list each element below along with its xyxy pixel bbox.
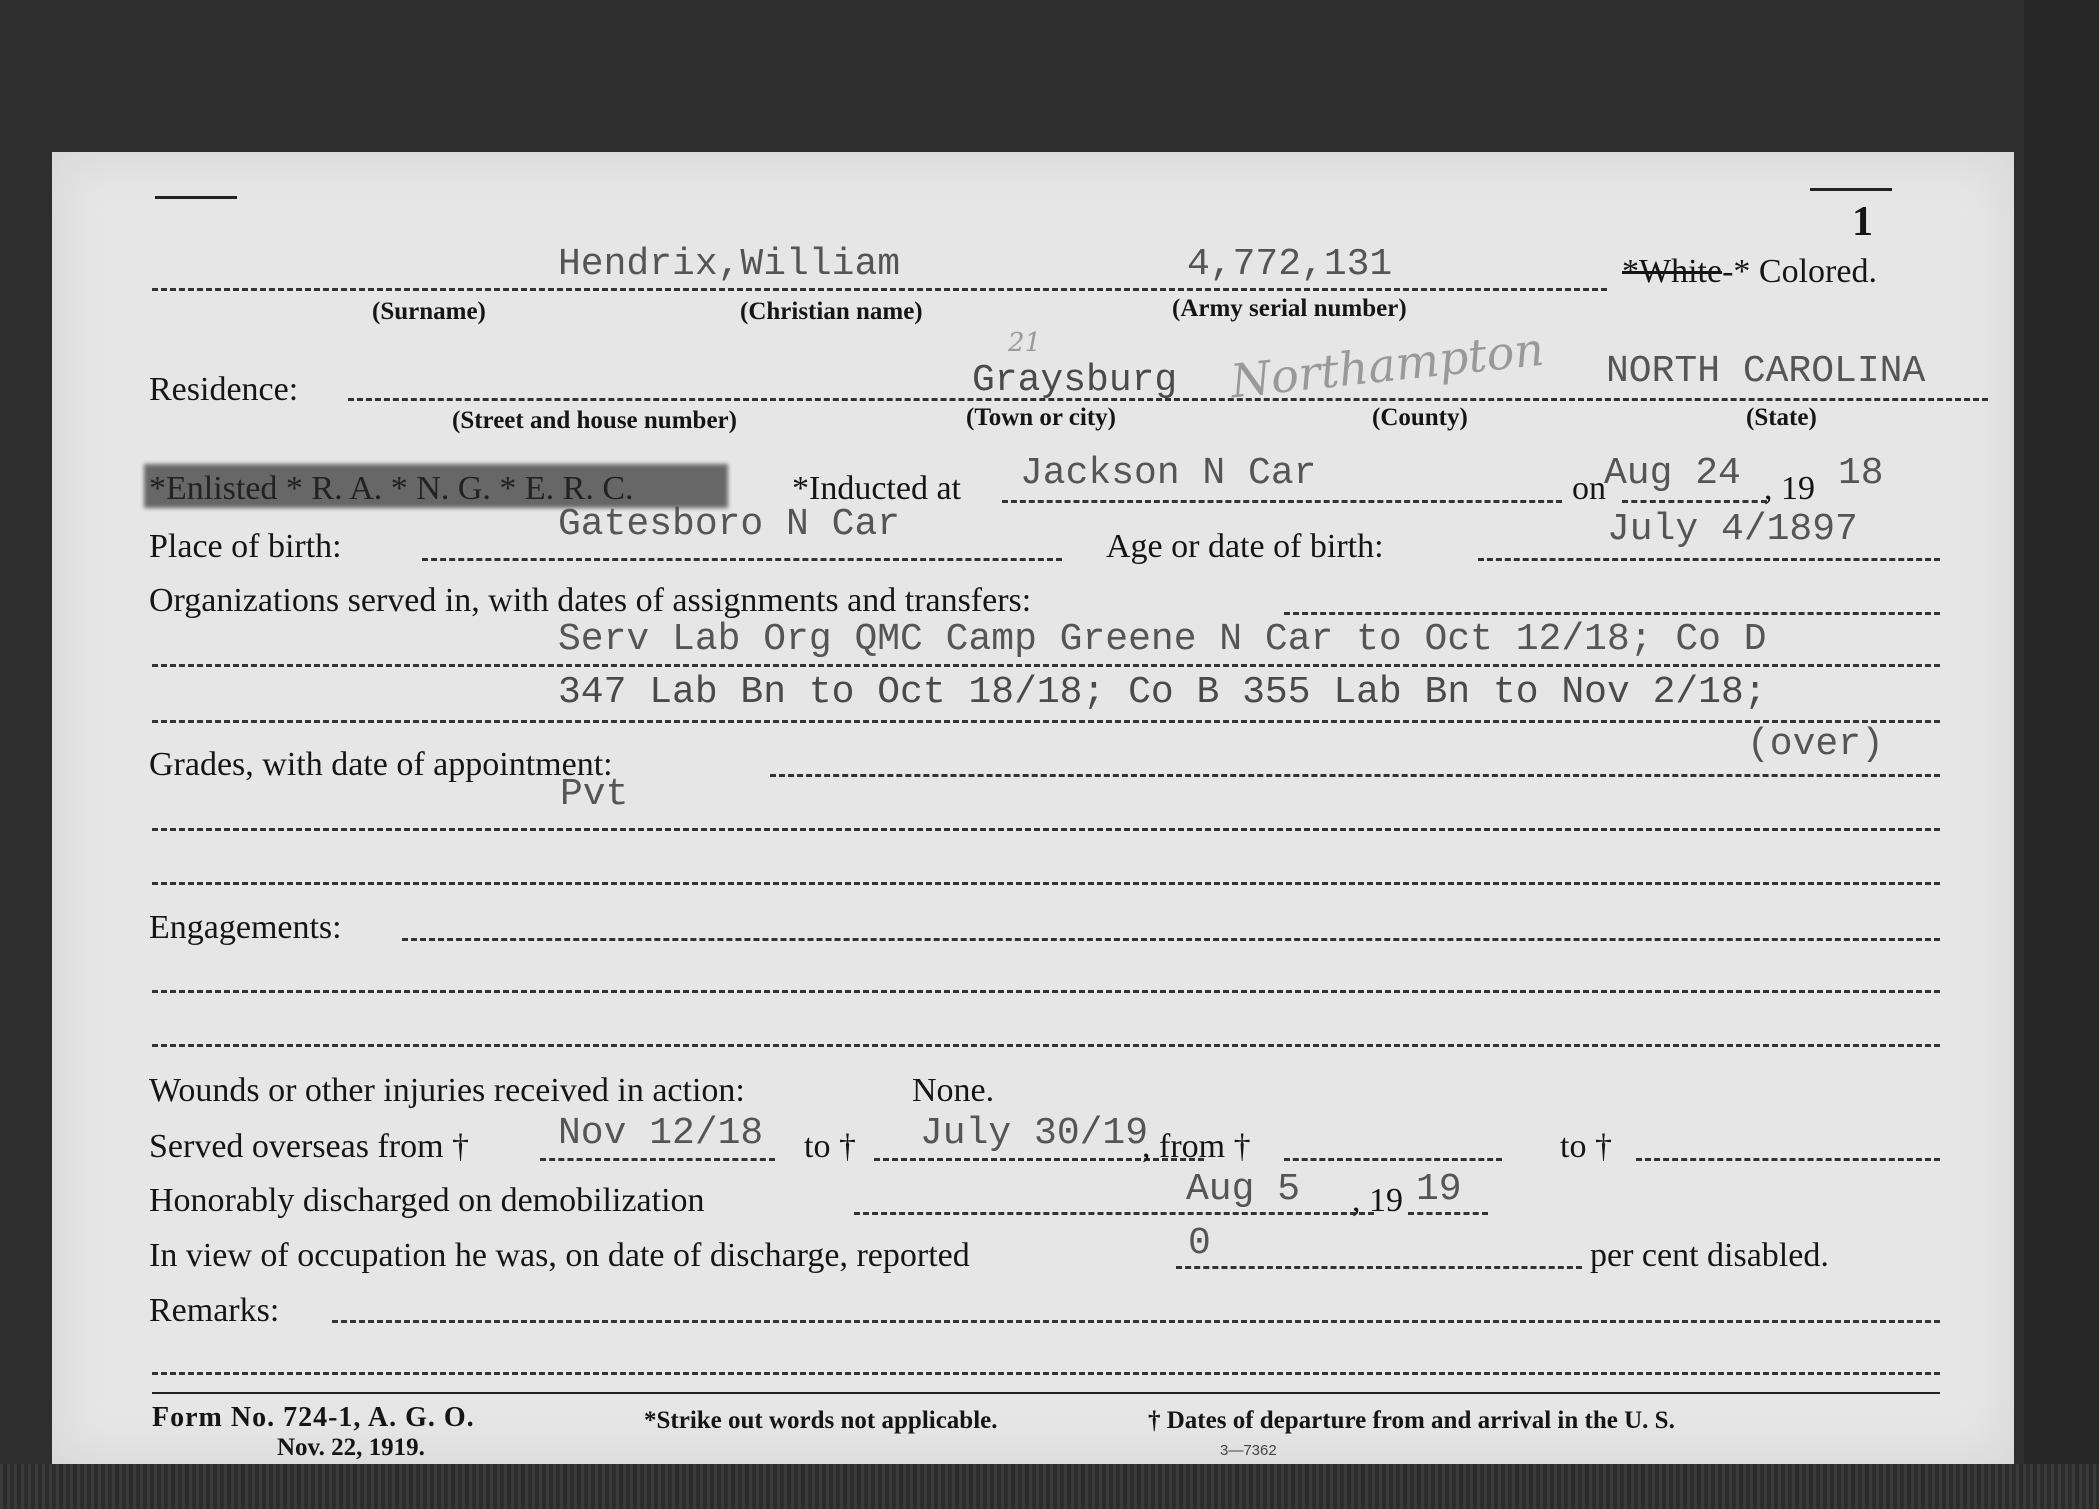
- overseas-from2-line: [1284, 1158, 1502, 1161]
- remarks-line: [152, 1372, 1940, 1375]
- discharge-year: 19: [1416, 1168, 1462, 1211]
- footer-rule: [152, 1392, 1940, 1394]
- overseas-label: Served overseas from †: [149, 1128, 470, 1165]
- overseas-from2-label: , from †: [1142, 1128, 1251, 1165]
- caption-surname: (Surname): [372, 298, 486, 325]
- caption-street: (Street and house number): [452, 407, 737, 434]
- induction-date-line: [1622, 500, 1767, 503]
- induction-date: Aug 24: [1604, 452, 1741, 495]
- discharge-date: Aug 5: [1186, 1168, 1301, 1211]
- engagements-line: [402, 938, 1940, 941]
- residence-county: Northampton: [1228, 321, 1547, 409]
- place-of-birth-label: Place of birth:: [149, 528, 342, 565]
- organizations-line-1: Serv Lab Org QMC Camp Greene N Car to Oct 12/18; Co D: [558, 618, 1767, 661]
- organizations-line: [152, 664, 1940, 667]
- disability-suffix: per cent disabled.: [1590, 1237, 1829, 1274]
- residence-label: Residence:: [149, 371, 299, 408]
- wounds-value: None.: [912, 1072, 995, 1109]
- overseas-to-label: to †: [804, 1128, 856, 1165]
- birth-date-label: Age or date of birth:: [1106, 528, 1384, 565]
- induction-year: 18: [1838, 452, 1884, 495]
- organizations-label: Organizations served in, with dates of assignments and transfers:: [149, 582, 1032, 619]
- race-colored: * Colored.: [1733, 253, 1877, 290]
- form-number: Form No. 724-1, A. G. O.: [152, 1402, 475, 1433]
- inducted-label: *Inducted at: [792, 470, 961, 507]
- residence-state: NORTH CAROLINA: [1606, 350, 1926, 393]
- caption-christian-name: (Christian name): [740, 298, 923, 325]
- service-record-card: [52, 152, 2014, 1464]
- disability-label: In view of occupation he was, on date of discharge, reported: [149, 1237, 970, 1274]
- overseas-to2-label: to †: [1560, 1128, 1612, 1165]
- grades-line: [770, 774, 1940, 777]
- organizations-line-2: 347 Lab Bn to Oct 18/18; Co B 355 Lab Bn to Nov 2/18;: [558, 671, 1767, 714]
- caption-town: (Town or city): [966, 404, 1116, 431]
- wounds-label: Wounds or other injuries received in action:: [149, 1072, 745, 1109]
- birth-date: July 4/1897: [1607, 508, 1858, 551]
- caption-army-serial: (Army serial number): [1172, 295, 1407, 322]
- grade-value: Pvt: [560, 773, 629, 816]
- overseas-to-date: July 30/19: [920, 1112, 1149, 1155]
- overseas-to2-line: [1636, 1158, 1940, 1161]
- disability-value: 0: [1188, 1222, 1211, 1265]
- place-of-birth: Gatesboro N Car: [558, 503, 901, 546]
- discharge-year-prefix: , 19: [1352, 1182, 1403, 1219]
- soldier-name: Hendrix,William: [558, 243, 901, 286]
- race-separator: -: [1722, 253, 1734, 290]
- enlisted-options: *Enlisted * R. A. * N. G. * E. R. C.: [149, 470, 634, 507]
- card-number: 1: [1852, 199, 1873, 245]
- organizations-line: [1284, 612, 1940, 615]
- engagements-line: [152, 990, 1940, 993]
- overseas-from-line: [540, 1158, 775, 1161]
- engagements-label: Engagements:: [149, 909, 342, 946]
- form-date: Nov. 22, 1919.: [277, 1434, 425, 1461]
- organizations-line: [152, 720, 1940, 723]
- corner-dash: [155, 196, 237, 199]
- organizations-over-note: (over): [1747, 723, 1884, 766]
- background-textile: [0, 1464, 2099, 1509]
- race-white: *White: [1622, 253, 1723, 290]
- caption-county: (County): [1372, 404, 1468, 431]
- overseas-from-date: Nov 12/18: [558, 1112, 764, 1155]
- header-line: [152, 288, 1607, 291]
- town-note: 21: [1008, 328, 1042, 358]
- inducted-line: [1002, 500, 1562, 503]
- remarks-line: [332, 1320, 1940, 1323]
- engagements-line: [152, 1044, 1940, 1047]
- grades-label: Grades, with date of appointment:: [149, 746, 613, 783]
- induction-year-prefix: , 19: [1764, 470, 1815, 507]
- discharge-label: Honorably discharged on demobilization: [149, 1182, 705, 1219]
- residence-town: Graysburg: [972, 359, 1178, 402]
- caption-state: (State): [1746, 404, 1817, 431]
- place-of-birth-line: [422, 558, 1062, 561]
- grades-line: [152, 828, 1940, 831]
- race-field: [1622, 253, 1877, 291]
- background-edge: [2024, 0, 2099, 1509]
- printer-code: 3—7362: [1220, 1442, 1277, 1459]
- remarks-label: Remarks:: [149, 1292, 280, 1329]
- inducted-place: Jackson N Car: [1020, 452, 1317, 495]
- grades-line: [152, 882, 1940, 885]
- footnote-dates: † Dates of departure from and arrival in the U. S.: [1148, 1407, 1675, 1434]
- footnote-strike: *Strike out words not applicable.: [644, 1407, 998, 1434]
- army-serial-number: 4,772,131: [1187, 243, 1393, 286]
- discharge-line: [854, 1212, 1374, 1215]
- disability-line: [1176, 1266, 1582, 1269]
- on-label: on: [1572, 470, 1606, 507]
- discharge-year-line: [1408, 1212, 1488, 1215]
- corner-dash: [1810, 188, 1892, 191]
- birth-date-line: [1478, 558, 1940, 561]
